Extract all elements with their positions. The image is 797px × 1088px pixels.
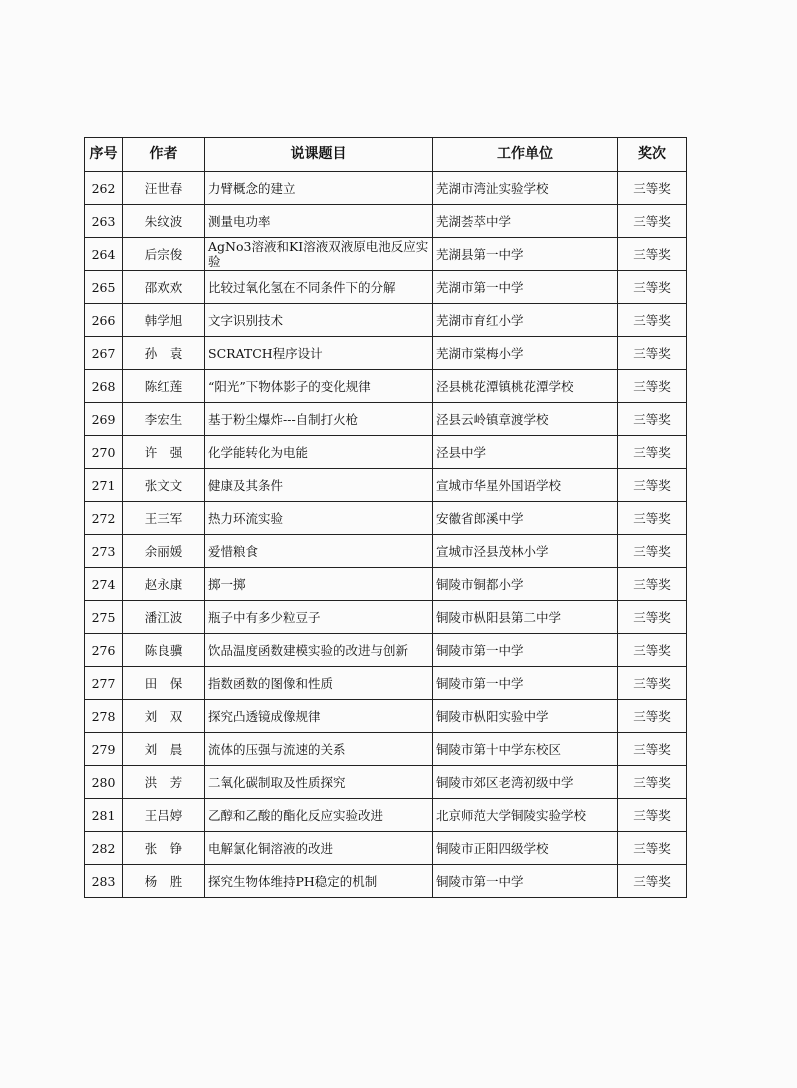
header-work-unit: 工作单位 xyxy=(433,138,618,172)
table-row xyxy=(85,337,687,370)
table-row xyxy=(85,172,687,205)
cell-author: 刘 双 xyxy=(123,700,205,733)
cell-author: 朱纹波 xyxy=(123,205,205,238)
cell-serial-number: 277 xyxy=(85,667,123,700)
cell-lecture-title: “阳光”下物体影子的变化规律 xyxy=(205,370,433,403)
cell-work-unit: 铜陵市枞阳县第二中学 xyxy=(433,601,618,634)
cell-lecture-title: 热力环流实验 xyxy=(205,502,433,535)
cell-award: 三等奖 xyxy=(618,601,687,634)
cell-award: 三等奖 xyxy=(618,502,687,535)
table-row xyxy=(85,535,687,568)
cell-serial-number: 283 xyxy=(85,865,123,898)
cell-lecture-title: 指数函数的图像和性质 xyxy=(205,667,433,700)
table-row xyxy=(85,700,687,733)
cell-work-unit: 芜湖市棠梅小学 xyxy=(433,337,618,370)
cell-award: 三等奖 xyxy=(618,568,687,601)
cell-author: 后宗俊 xyxy=(123,238,205,271)
cell-award: 三等奖 xyxy=(618,766,687,799)
cell-work-unit: 安徽省郎溪中学 xyxy=(433,502,618,535)
cell-award: 三等奖 xyxy=(618,865,687,898)
cell-work-unit: 芜湖市湾沚实验学校 xyxy=(433,172,618,205)
cell-work-unit: 铜陵市郊区老湾初级中学 xyxy=(433,766,618,799)
cell-serial-number: 275 xyxy=(85,601,123,634)
cell-award: 三等奖 xyxy=(618,304,687,337)
cell-work-unit: 铜陵市第十中学东校区 xyxy=(433,733,618,766)
cell-work-unit: 铜陵市第一中学 xyxy=(433,865,618,898)
table-body xyxy=(85,172,687,898)
cell-author: 田 保 xyxy=(123,667,205,700)
cell-author: 王三军 xyxy=(123,502,205,535)
cell-serial-number: 268 xyxy=(85,370,123,403)
cell-lecture-title: 测量电功率 xyxy=(205,205,433,238)
cell-award: 三等奖 xyxy=(618,205,687,238)
cell-work-unit: 铜陵市铜都小学 xyxy=(433,568,618,601)
cell-serial-number: 274 xyxy=(85,568,123,601)
cell-serial-number: 265 xyxy=(85,271,123,304)
cell-author: 余丽媛 xyxy=(123,535,205,568)
table-row xyxy=(85,865,687,898)
cell-author: 许 强 xyxy=(123,436,205,469)
cell-award: 三等奖 xyxy=(618,832,687,865)
table-row xyxy=(85,832,687,865)
cell-lecture-title: SCRATCH程序设计 xyxy=(205,337,433,370)
cell-lecture-title: 比较过氧化氢在不同条件下的分解 xyxy=(205,271,433,304)
table-row xyxy=(85,205,687,238)
cell-serial-number: 279 xyxy=(85,733,123,766)
table-row xyxy=(85,436,687,469)
cell-award: 三等奖 xyxy=(618,469,687,502)
cell-serial-number: 272 xyxy=(85,502,123,535)
cell-lecture-title: 化学能转化为电能 xyxy=(205,436,433,469)
cell-lecture-title: 基于粉尘爆炸---自制打火枪 xyxy=(205,403,433,436)
cell-lecture-title: 掷一掷 xyxy=(205,568,433,601)
cell-award: 三等奖 xyxy=(618,667,687,700)
cell-award: 三等奖 xyxy=(618,733,687,766)
cell-work-unit: 铜陵市正阳四级学校 xyxy=(433,832,618,865)
cell-serial-number: 269 xyxy=(85,403,123,436)
cell-author: 张 铮 xyxy=(123,832,205,865)
cell-work-unit: 芜湖县第一中学 xyxy=(433,238,618,271)
cell-author: 汪世春 xyxy=(123,172,205,205)
header-lecture-title: 说课题目 xyxy=(205,138,433,172)
cell-work-unit: 泾县云岭镇章渡学校 xyxy=(433,403,618,436)
cell-work-unit: 铜陵市第一中学 xyxy=(433,667,618,700)
table-row xyxy=(85,766,687,799)
table-row xyxy=(85,601,687,634)
table-row xyxy=(85,370,687,403)
cell-award: 三等奖 xyxy=(618,535,687,568)
cell-lecture-title: 文字识别技术 xyxy=(205,304,433,337)
cell-author: 李宏生 xyxy=(123,403,205,436)
table-row xyxy=(85,469,687,502)
cell-lecture-title: 探究生物体维持PH稳定的机制 xyxy=(205,865,433,898)
cell-serial-number: 280 xyxy=(85,766,123,799)
cell-lecture-title: 爱惜粮食 xyxy=(205,535,433,568)
cell-work-unit: 宣城市泾县茂林小学 xyxy=(433,535,618,568)
cell-serial-number: 282 xyxy=(85,832,123,865)
cell-serial-number: 271 xyxy=(85,469,123,502)
cell-serial-number: 278 xyxy=(85,700,123,733)
cell-lecture-title: 电解氯化铜溶液的改进 xyxy=(205,832,433,865)
table-row xyxy=(85,502,687,535)
cell-author: 潘江波 xyxy=(123,601,205,634)
cell-lecture-title: 流体的压强与流速的关系 xyxy=(205,733,433,766)
table-row xyxy=(85,238,687,271)
cell-award: 三等奖 xyxy=(618,436,687,469)
cell-author: 赵永康 xyxy=(123,568,205,601)
cell-lecture-title: 探究凸透镜成像规律 xyxy=(205,700,433,733)
cell-lecture-title: AgNo3溶液和KI溶液双液原电池反应实验 xyxy=(205,238,433,271)
cell-serial-number: 262 xyxy=(85,172,123,205)
table-row xyxy=(85,304,687,337)
cell-award: 三等奖 xyxy=(618,700,687,733)
cell-author: 陈红莲 xyxy=(123,370,205,403)
cell-author: 张文文 xyxy=(123,469,205,502)
table-row xyxy=(85,568,687,601)
cell-lecture-title: 饮品温度函数建模实验的改进与创新 xyxy=(205,634,433,667)
cell-serial-number: 263 xyxy=(85,205,123,238)
cell-work-unit: 芜湖市第一中学 xyxy=(433,271,618,304)
cell-serial-number: 276 xyxy=(85,634,123,667)
cell-award: 三等奖 xyxy=(618,403,687,436)
table-row xyxy=(85,667,687,700)
table-header-row xyxy=(85,138,687,172)
cell-award: 三等奖 xyxy=(618,370,687,403)
cell-lecture-title: 健康及其条件 xyxy=(205,469,433,502)
cell-lecture-title: 瓶子中有多少粒豆子 xyxy=(205,601,433,634)
cell-award: 三等奖 xyxy=(618,172,687,205)
cell-work-unit: 芜湖市育红小学 xyxy=(433,304,618,337)
cell-author: 洪 芳 xyxy=(123,766,205,799)
cell-serial-number: 266 xyxy=(85,304,123,337)
cell-award: 三等奖 xyxy=(618,238,687,271)
cell-work-unit: 芜湖荟萃中学 xyxy=(433,205,618,238)
cell-author: 韩学旭 xyxy=(123,304,205,337)
cell-work-unit: 北京师范大学铜陵实验学校 xyxy=(433,799,618,832)
cell-lecture-title: 乙醇和乙酸的酯化反应实验改进 xyxy=(205,799,433,832)
cell-author: 陈良骥 xyxy=(123,634,205,667)
award-table xyxy=(84,137,687,898)
cell-award: 三等奖 xyxy=(618,271,687,304)
cell-serial-number: 264 xyxy=(85,238,123,271)
cell-author: 邵欢欢 xyxy=(123,271,205,304)
table-row xyxy=(85,271,687,304)
cell-work-unit: 宣城市华星外国语学校 xyxy=(433,469,618,502)
cell-work-unit: 泾县中学 xyxy=(433,436,618,469)
header-serial-number: 序号 xyxy=(85,138,123,172)
cell-award: 三等奖 xyxy=(618,634,687,667)
cell-work-unit: 泾县桃花潭镇桃花潭学校 xyxy=(433,370,618,403)
table-row xyxy=(85,403,687,436)
cell-serial-number: 281 xyxy=(85,799,123,832)
cell-serial-number: 270 xyxy=(85,436,123,469)
cell-author: 刘 晨 xyxy=(123,733,205,766)
cell-work-unit: 铜陵市枞阳实验中学 xyxy=(433,700,618,733)
cell-author: 王吕婷 xyxy=(123,799,205,832)
table-row xyxy=(85,733,687,766)
cell-lecture-title: 力臂概念的建立 xyxy=(205,172,433,205)
cell-author: 孙 袁 xyxy=(123,337,205,370)
cell-author: 杨 胜 xyxy=(123,865,205,898)
cell-serial-number: 273 xyxy=(85,535,123,568)
table-row xyxy=(85,799,687,832)
cell-award: 三等奖 xyxy=(618,799,687,832)
cell-work-unit: 铜陵市第一中学 xyxy=(433,634,618,667)
header-author: 作者 xyxy=(123,138,205,172)
table-row xyxy=(85,634,687,667)
cell-lecture-title: 二氧化碳制取及性质探究 xyxy=(205,766,433,799)
header-award: 奖次 xyxy=(618,138,687,172)
cell-serial-number: 267 xyxy=(85,337,123,370)
cell-award: 三等奖 xyxy=(618,337,687,370)
